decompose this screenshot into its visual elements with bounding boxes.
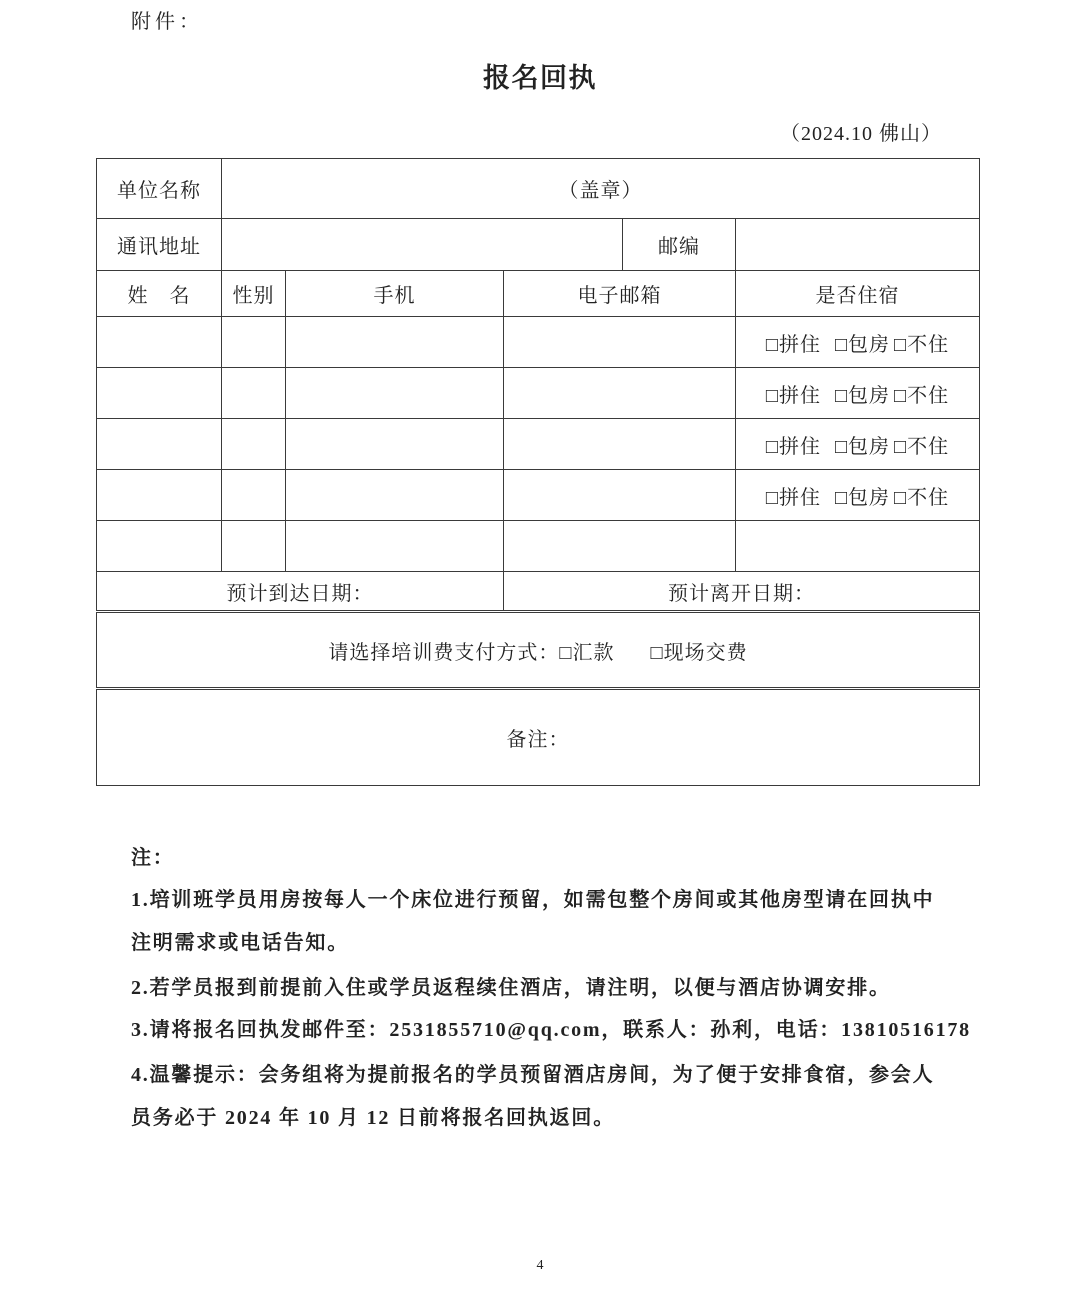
attendee-gender-cell (222, 317, 286, 368)
column-header-phone: 手机 (286, 271, 504, 317)
lodging-option-private-room: □包房 (834, 333, 891, 356)
lodging-option-none: □不住 (894, 333, 950, 356)
attendee-accommodation-cell (736, 470, 980, 521)
note-item-4-line-2: 员务必于 2024 年 10 月 12 日前将报名回执返回。 (131, 1107, 615, 1129)
attendee-email-cell (504, 419, 736, 470)
event-date-location: （2024.10 佛山） (780, 123, 942, 145)
attendee-name-cell (97, 368, 222, 419)
lodging-option-shared: □拼住 (765, 384, 821, 407)
remarks-label: 备注： (97, 689, 980, 786)
attendee-row (97, 368, 980, 419)
attendee-row (97, 521, 980, 572)
lodging-option-private-room: □包房 (834, 435, 891, 458)
attendee-name-cell (97, 521, 222, 572)
lodging-option-private-room: □包房 (834, 384, 891, 407)
travel-dates-row (97, 572, 980, 612)
attendee-row (97, 470, 980, 521)
address-label: 通讯地址 (97, 219, 222, 271)
lodging-option-shared: □拼住 (765, 333, 821, 356)
attendee-phone-cell (286, 368, 504, 419)
attendee-gender-cell (222, 368, 286, 419)
lodging-option-none: □不住 (894, 435, 950, 458)
attendee-phone-cell (286, 470, 504, 521)
remarks-row (97, 689, 980, 786)
column-header-accommodation: 是否住宿 (736, 271, 980, 317)
lodging-option-none: □不住 (894, 384, 950, 407)
payment-method-cell (97, 612, 980, 689)
attendee-name-cell (97, 470, 222, 521)
attendee-name-cell (97, 317, 222, 368)
note-item-1-line-1: 1.培训班学员用房按每人一个床位进行预留，如需包整个房间或其他房型请在回执中 (131, 889, 935, 911)
attendee-email-cell (504, 470, 736, 521)
note-item-1-line-2: 注明需求或电话告知。 (131, 932, 349, 954)
arrival-date-label: 预计到达日期： (97, 572, 504, 612)
payment-option-transfer: □汇款 (559, 641, 615, 664)
column-header-email: 电子邮箱 (504, 271, 736, 317)
attendee-row (97, 419, 980, 470)
attendee-phone-cell (286, 419, 504, 470)
attendee-accommodation-cell (736, 521, 980, 572)
page-number: 4 (536, 1258, 544, 1273)
unit-name-field (222, 159, 980, 219)
seal-note: （盖章） (558, 180, 643, 202)
attendee-name-cell (97, 419, 222, 470)
attendee-header-row (97, 271, 980, 317)
lodging-option-shared: □拼住 (765, 486, 821, 509)
attendee-gender-cell (222, 521, 286, 572)
note-item-2: 2.若学员报到前提前入住或学员返程续住酒店，请注明，以便与酒店协调安排。 (131, 977, 891, 999)
column-header-gender: 性别 (222, 271, 286, 317)
lodging-option-private-room: □包房 (834, 486, 891, 509)
address-row (97, 219, 980, 271)
payment-option-onsite: □现场交费 (650, 641, 748, 664)
attendee-email-cell (504, 368, 736, 419)
attendee-email-cell (504, 521, 736, 572)
attendee-accommodation-cell (736, 317, 980, 368)
postcode-field (736, 219, 980, 271)
column-header-name: 姓 名 (97, 271, 222, 317)
attendee-email-cell (504, 317, 736, 368)
note-item-3: 3.请将报名回执发邮件至：2531855710@qq.com，联系人：孙利，电话：13810516178 (131, 1019, 971, 1041)
payment-method-label: 请选择培训费支付方式： (328, 641, 560, 664)
registration-form-table (96, 158, 980, 786)
attendee-row (97, 317, 980, 368)
attendee-accommodation-cell (736, 419, 980, 470)
address-field (222, 219, 623, 271)
document-title: 报名回执 (483, 63, 597, 93)
attendee-gender-cell (222, 470, 286, 521)
notes-heading: 注： (131, 847, 175, 869)
attendee-phone-cell (286, 521, 504, 572)
attachment-label: 附件： (131, 11, 203, 33)
unit-name-label: 单位名称 (97, 159, 222, 219)
attendee-accommodation-cell (736, 368, 980, 419)
payment-method-row (97, 612, 980, 689)
departure-date-label: 预计离开日期： (504, 572, 980, 612)
note-item-4-line-1: 4.温馨提示：会务组将为提前报名的学员预留酒店房间，为了便于安排食宿，参会人 (131, 1064, 935, 1086)
unit-name-row (97, 159, 980, 219)
lodging-option-none: □不住 (894, 486, 950, 509)
postcode-label: 邮编 (623, 219, 736, 271)
attendee-phone-cell (286, 317, 504, 368)
lodging-option-shared: □拼住 (765, 435, 821, 458)
attendee-gender-cell (222, 419, 286, 470)
